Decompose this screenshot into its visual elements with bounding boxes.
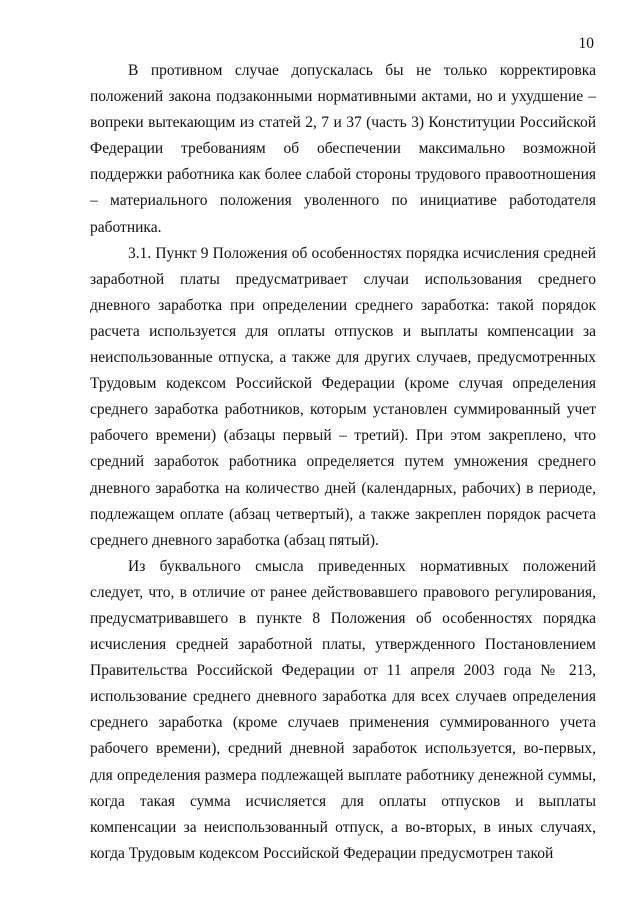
paragraph: 3.1. Пункт 9 Положения об особенностях порядка исчисления средней заработной платы предусматривает случаи использования среднего дневного заработка при определении среднего заработка: такой порядок расчета используется для оплаты отпусков и выплаты компенсации за неиспользованные отпуска, а также для других случаев, предусмотренных Трудовым кодексом Российской Федерации (кроме случая определения среднего заработка работников, которым установлен суммированный учет рабочего времени) (абзацы первый – третий). При этом закреплено, что средний заработок работника определяется путем умножения среднего дневного заработка на количество дней (календарных, рабочих) в периоде, подлежащем оплате (абзац четвертый), а также закреплен порядок расчета среднего дневного заработка (абзац пятый).	[90, 244, 596, 549]
page-number: 10	[578, 35, 594, 52]
paragraph: В противном случае допускалась бы не только корректировка положений закона подзаконными нормативными актами, но и ухудшение – вопреки вытекающим из статей 2, 7 и 37 (часть 3) Конституции Российской Федерации требованиям об обеспечении максимально возможной поддержки работника как более слабой стороны трудового правоотношения – материального положения уволенного по инициативе работодателя работника.	[90, 62, 596, 236]
paragraph: Из буквального смысла приведенных нормативных положений следует, что, в отличие от ранее действовавшего правового регулирования, предусматривавшего в пункте 8 Положения об особенностях порядка исчисления средней заработной платы, утвержденного Постановлением Правительства Российской Федерации от 11 апреля 2003 года № 213, использование среднего дневного заработка для всех случаев определения среднего заработка (кроме случаев применения суммированного учета рабочего времени), средний дневной заработок используется, во-первых, для определения размера подлежащей выплате работнику денежной суммы, когда такая сумма исчисляется для оплаты отпусков и выплаты компенсации за неиспользованный отпуск, а во-вторых, в иных случаях, когда Трудовым кодексом Российской Федерации предусмотрен такой	[90, 557, 596, 862]
document-body	[90, 58, 596, 867]
